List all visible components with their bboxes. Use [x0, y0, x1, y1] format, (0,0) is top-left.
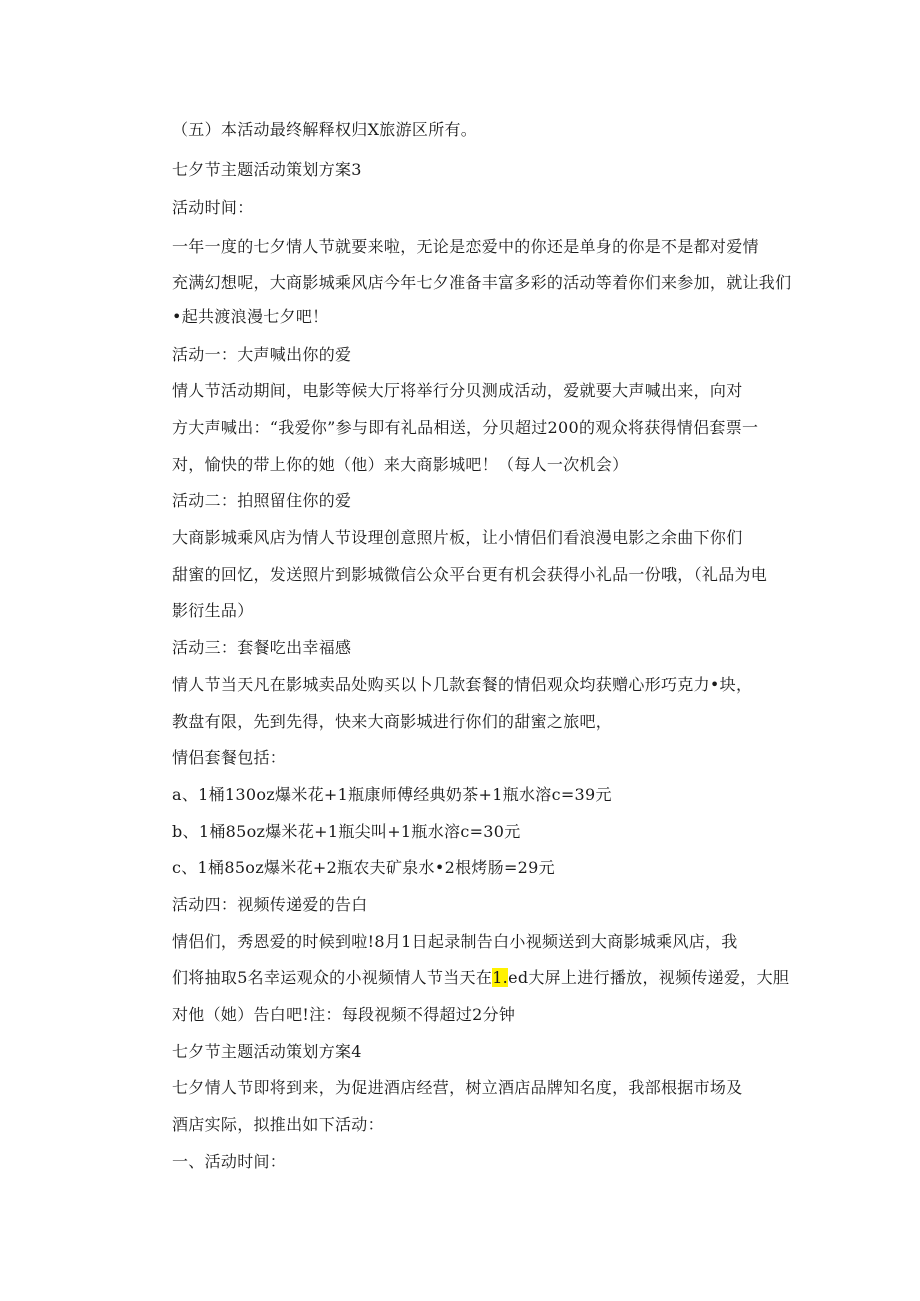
paragraph-activity-3-line-2: 教盘有限，先到先得，快来大商影城进行你们的甜蜜之旅吧， — [172, 712, 613, 731]
paragraph-intro-line-3: •起共渡浪漫七夕吧！ — [172, 307, 329, 326]
paragraph-activity-1-line-3: 对，愉快的带上你的她（他）来大商影城吧！（每人一次机会） — [172, 455, 629, 474]
combo-a: a、1桶130oz爆米花+1瓶康师傅经典奶茶+1瓶水溶c=39元 — [172, 785, 612, 804]
paragraph-activity-3-line-1: 情人节当天凡在影城卖品处购买以卜几款套餐的情侣观众均获赠心形巧克力•块， — [172, 675, 753, 694]
line-activity-time: 活动时间： — [172, 198, 254, 217]
paragraph-plan-4-line-1: 七夕情人节即将到来，为促进酒店经营，树立酒店品牌知名度，我部根据市场及 — [172, 1078, 743, 1097]
heading-activity-4: 活动四：视频传递爱的告白 — [172, 895, 368, 914]
line-clause-5: （五）本活动最终解释权归X旅游区所有。 — [172, 120, 478, 139]
paragraph-activity-4-line-3: 对他（她）告白吧!注：每段视频不得超过2分钟 — [172, 1005, 516, 1024]
paragraph-plan-4-line-2: 酒店实际，拟推出如下活动： — [172, 1115, 384, 1134]
paragraph-intro-line-2: 充满幻想呢，大商影城乘风店今年七夕准备丰富多彩的活动等着你们来参加，就让我们 — [172, 273, 792, 292]
paragraph-activity-1-line-1: 情人节活动期间，电影等候大厅将举行分贝测成活动，爱就要大声喊出来，向对 — [172, 381, 743, 400]
paragraph-activity-4-text-b: ed大屏上进行播放，视频传递爱，大胆 — [508, 968, 790, 987]
combo-b: b、1桶85oz爆米花+1瓶尖叫+1瓶水溶c=30元 — [172, 822, 521, 841]
line-couple-combos: 情侣套餐包括： — [172, 748, 287, 767]
paragraph-activity-4-line-2 — [172, 966, 789, 990]
paragraph-activity-2-line-1: 大商影城乘风店为情人节设理创意照片板，让小情侣们看浪漫电影之余曲下你们 — [172, 528, 743, 547]
combo-c: c、1桶85oz爆米花+2瓶农夫矿泉水•2根烤肠=29元 — [172, 858, 555, 877]
heading-activity-2: 活动二：拍照留住你的爱 — [172, 491, 352, 510]
paragraph-activity-2-line-3: 影衍生品） — [172, 601, 254, 620]
heading-activity-1: 活动一：大声喊出你的爱 — [172, 345, 352, 364]
paragraph-activity-2-line-2: 甜蜜的回忆，发送照片到影城微信公众平台更有机会获得小礼品一份哦，（礼品为电 — [172, 565, 768, 584]
highlighted-text: 1. — [492, 968, 509, 987]
paragraph-activity-4-line-1: 情侣们，秀恩爱的时候到啦!8月1日起录制告白小视频送到大商影城乘风店，我 — [172, 932, 738, 951]
paragraph-intro-line-1: 一年一度的七夕情人节就要来啦，无论是恋爱中的你还是单身的你是不是都对爱情 — [172, 237, 759, 256]
heading-activity-3: 活动三：套餐吃出幸福感 — [172, 638, 352, 657]
heading-plan-3: 七夕节主题活动策划方案3 — [172, 160, 362, 179]
paragraph-activity-1-line-2: 方大声喊出：“我爱你”参与即有礼品相送，分贝超过200的观众将获得情侣套票一 — [172, 418, 759, 437]
heading-plan-4: 七夕节主题活动策划方案4 — [172, 1042, 362, 1061]
paragraph-activity-4-text-a: 们将抽取5名幸运观众的小视频情人节当天在 — [172, 968, 493, 987]
heading-event-time: 一、活动时间： — [172, 1152, 287, 1171]
